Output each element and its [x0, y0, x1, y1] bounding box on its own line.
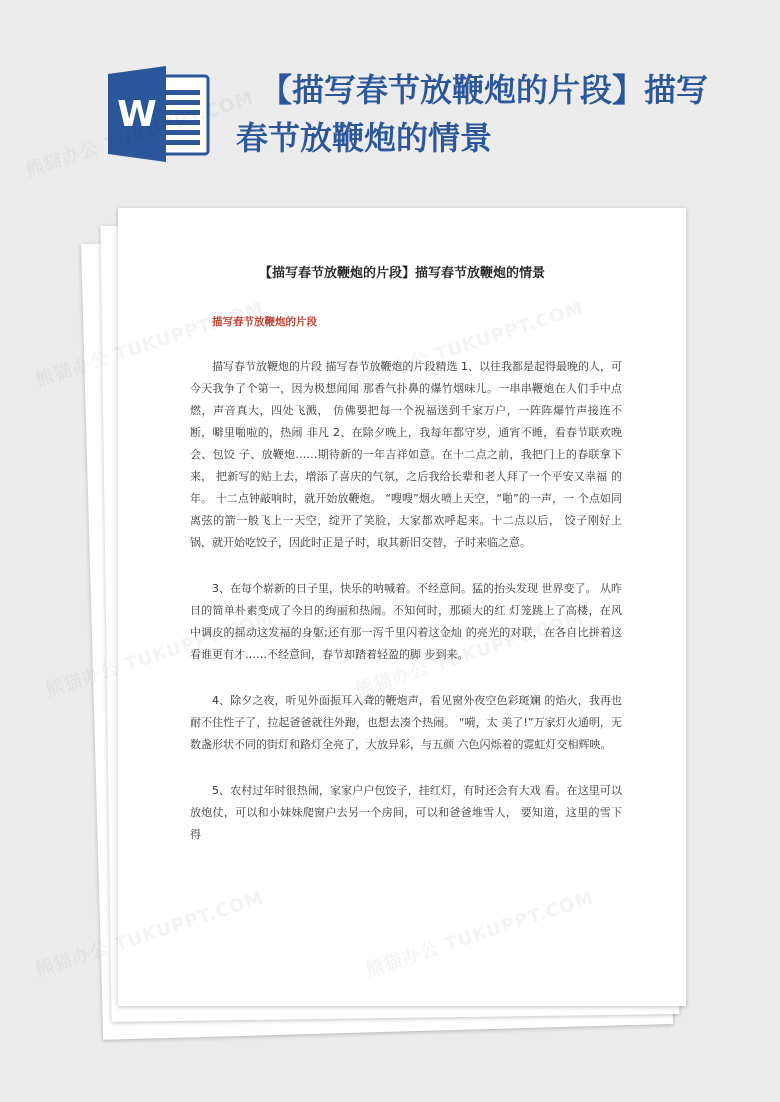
document-subheading: 描写春节放鞭炮的片段: [212, 316, 317, 328]
page-heading: 【描写春节放鞭炮的片段】描写春节放鞭炮的情景: [236, 71, 709, 157]
document-title: 【描写春节放鞭炮的片段】描写春节放鞭炮的情景: [258, 266, 545, 281]
paragraph: 描写春节放鞭炮的片段 描写春节放鞭炮的片段精选 1、以往我都是起得最晚的人，可今天我争了个第一，因为极想闻闻 那香气扑鼻的爆竹烟味儿。一串串鞭炮在人们手中点燃，声音真大，四处飞溅， 仿佛要把每一个祝福送到千家万户，一阵阵爆竹声接连不断，噼里啪啦的，热闹 非凡 2、在除夕晚上，我每年都守岁，通宵不睡，看春节联欢晚会、包饺 子、放鞭炮……期待新的一年吉祥如意。在十二点之前，我把门上的春联拿下来， 把新写的贴上去，增添了喜庆的气氛，之后我给长辈和老人拜了一个平安又幸福 的年。 十二点钟敲响时，就开始放鞭炮。 “嗖嗖”烟火喷上天空，“啪”的一声，一 个点如同离弦的箭一般飞上一天空，绽开了笑脸，大家都欢呼起来。十二点以后， 饺子刚好上锅，就开始吃饺子，因此时正是子时，取其新旧交替，子时来临之意。: [190, 360, 622, 549]
paragraph: 4、除夕之夜，听见外面振耳入聋的鞭炮声，看见窗外夜空色彩斑斓 的焰火，我再也耐不住性子了，拉起爸爸就往外跑，也想去凑个热闹。 “嗬，太 美了!”万家灯火通明，无数盏形状不同的街灯和路灯全亮了，大放异彩，与五颜 六色闪烁着的霓虹灯交相辉映。: [190, 694, 622, 751]
paragraph: 3、在每个崭新的日子里，快乐的呐喊着。不经意间。猛的抬头发现 世界变了。 从昨日的简单朴素变成了今日的绚丽和热闹。不知何时，那硕大的红 灯笼跳上了高楼，在风中调皮的摇动这发福的身躯;还有那一泻千里闪着这金灿 的亮光的对联，在各自比拼着这看谁更有才……不经意间，春节却踏着轻盈的脚 步到来。: [190, 582, 622, 661]
word-logo-letter: W: [117, 94, 157, 135]
paragraph: 5、农村过年时很热闹，家家户户包饺子，挂红灯，有时还会有大戏 看。在这里可以放炮仗，可以和小妹妹爬窗户去另一个房间，可以和爸爸堆雪人， 要知道，这里的雪下得: [190, 784, 622, 841]
